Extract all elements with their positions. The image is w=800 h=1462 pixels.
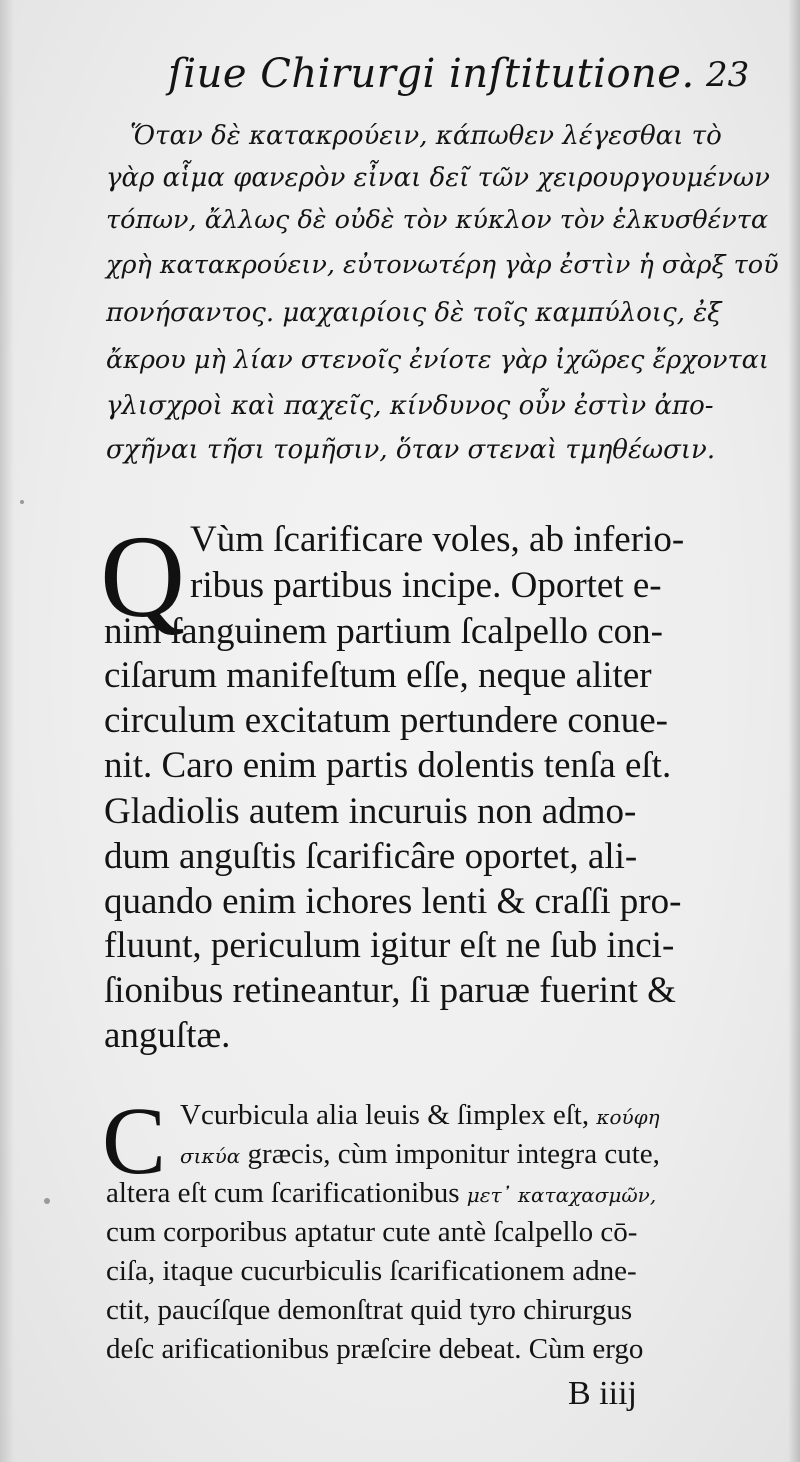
dropcap-initial: C xyxy=(102,1087,167,1194)
latin-line: Gladiolis autem incuruis non admo- xyxy=(104,791,637,832)
latin-text: græcis, cùm imponitur integra cute, xyxy=(247,1138,660,1170)
signature-mark: B iiij xyxy=(568,1375,637,1412)
latin-text: altera eſt cum ſcarificationibus xyxy=(106,1177,460,1209)
latin-line: deſc arificationibus præſcire debeat. Cùm ergo xyxy=(106,1333,644,1365)
latin-line: anguſtæ. xyxy=(104,1015,231,1056)
latin-line: dum anguſtis ſcarificâre oportet, ali- xyxy=(104,836,638,877)
dropcap-initial: Q xyxy=(100,511,186,642)
latin-line: circulum excitatum pertundere conue- xyxy=(104,700,668,741)
greek-inline-term: σικύα xyxy=(180,1144,241,1168)
latin-text: Vcurbicula alia leuis & ſimplex eſt, xyxy=(180,1099,590,1131)
latin-line: ribus partibus incipe. Oportet e- xyxy=(190,565,662,606)
latin-line: fluunt, periculum igitur eſt ne ſub inci- xyxy=(104,925,675,966)
paper-speck xyxy=(44,1198,50,1204)
greek-inline-term: μετ᾽ καταχασμῶν, xyxy=(466,1183,657,1207)
latin-line: ciſa, itaque cucurbiculis ſcarificationem adne- xyxy=(106,1255,637,1287)
greek-line: σχῆναι τῆσι τομῆσιν, ὅταν στεναὶ τμηθέωσιν. xyxy=(106,435,716,465)
page-edge-shadow-left xyxy=(0,0,14,1462)
latin-line: quando enim ichores lenti & craſſi pro- xyxy=(104,881,682,922)
latin-line: cum corporibus aptatur cute antè ſcalpello cō- xyxy=(106,1216,638,1248)
greek-line: γὰρ αἷμα φανερὸν εἶναι δεῖ τῶν χειρουργουμένων xyxy=(106,163,770,193)
latin-line: nim ſanguinem partium ſcalpello con- xyxy=(104,611,663,652)
latin-line: ſionibus retineantur, ſi paruæ fuerint & xyxy=(104,970,676,1011)
greek-line: γλισχροὶ καὶ παχεῖς, κίνδυνος οὖν ἐστὶν ἀπο- xyxy=(106,391,714,421)
greek-line: ἄκρου μὴ λίαν στενοῖς ἐνίοτε γὰρ ἰχῶρες ἔρχονται xyxy=(106,345,769,375)
latin-line xyxy=(180,1137,660,1173)
latin-line: Vùm ſcarificare voles, ab inferio- xyxy=(190,519,685,560)
paper-speck xyxy=(20,500,24,504)
latin-line: ctit, paucíſque demonſtrat quid tyro chirurgus xyxy=(106,1294,633,1326)
latin-line: nit. Caro enim partis dolentis tenſa eſt. xyxy=(104,745,672,786)
greek-line: πονήσαντος. μαχαιρίοις δὲ τοῖς καμπύλοις, ἐξ xyxy=(106,298,722,328)
latin-line: ciſarum manifeſtum eſſe, neque aliter xyxy=(104,655,652,696)
greek-line: χρὴ κατακρούειν, εὐτονωτέρη γὰρ ἐστὶν ἡ σὰρξ τοῦ xyxy=(106,250,779,280)
greek-line: τόπων, ἄλλως δὲ οὐδὲ τὸν κύκλον τὸν ἑλκυσθέντα xyxy=(106,205,769,235)
page-edge-shadow-right xyxy=(788,0,800,1462)
greek-line: Ὅταν δὲ κατακρούειν, κάπωθεν λέγεσθαι τὸ xyxy=(130,121,722,151)
latin-line xyxy=(106,1176,656,1212)
running-head-title: ſiue Chirurgi inſtitutione. xyxy=(168,51,695,97)
page-number: 23 xyxy=(706,55,750,95)
latin-line xyxy=(180,1098,660,1134)
greek-inline-term: κούφη xyxy=(596,1105,660,1129)
